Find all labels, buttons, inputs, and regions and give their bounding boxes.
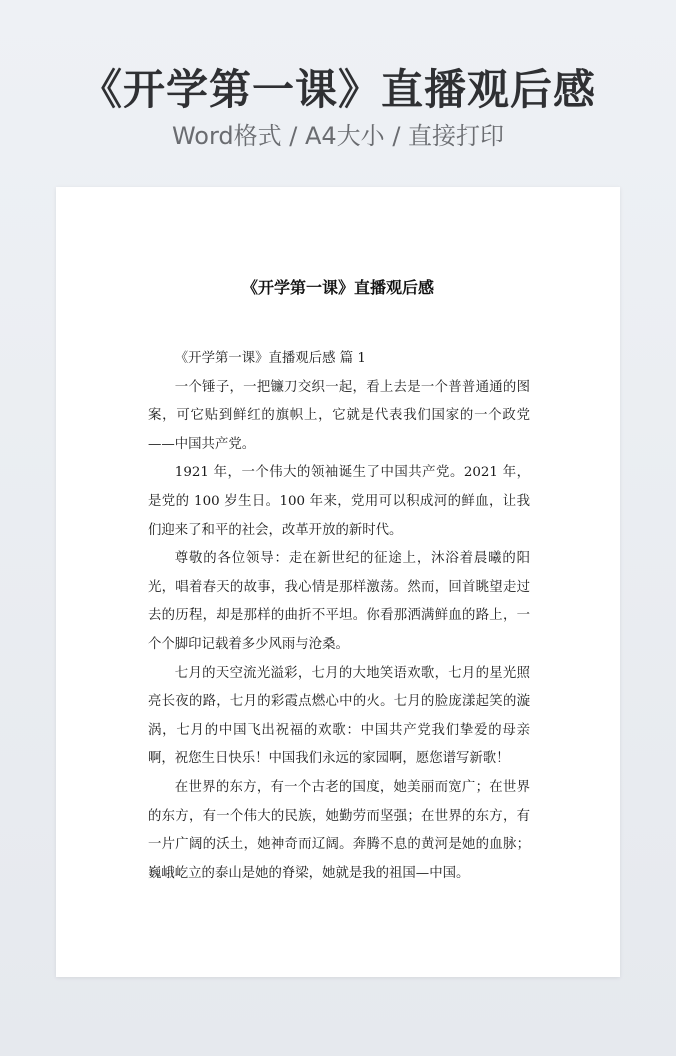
- banner-subtitle: Word格式 / A4大小 / 直接打印: [171, 122, 505, 150]
- document-body: [148, 345, 530, 888]
- paragraph: 在世界的东方，有一个古老的国度，她美丽而宽广；在世界的东方，有一个伟大的民族，她勤劳而坚强；在世界的东方，有一片广阔的沃土，她神奇而辽阔。奔腾不息的黄河是她的血脉；巍峨屹立的泰山是她的脊梁，她就是我的祖国—中国。: [148, 779, 530, 881]
- paragraph: 一个锤子，一把镰刀交织一起，看上去是一个普普通通的图案，可它贴到鲜红的旗帜上，它就是代表我们国家的一个政党——中国共产党。: [148, 379, 530, 452]
- paragraph: 尊敬的各位领导：走在新世纪的征途上，沐浴着晨曦的阳光，唱着春天的故事，我心情是那样激荡。然而，回首眺望走过去的历程，却是那样的曲折不平坦。你看那洒满鲜血的路上，一个个脚印记载着多少风雨与沧桑。: [148, 551, 530, 652]
- section-heading: 《开学第一课》直播观后感 篇 1: [174, 351, 366, 366]
- document-page: [56, 187, 620, 977]
- paragraph: 1921 年，一个伟大的领袖诞生了中国共产党。2021 年，是党的 100 岁生日。100 年来，党用可以积成河的鲜血，让我们迎来了和平的社会，改革开放的新时代。: [148, 465, 530, 538]
- document-title: 《开学第一课》直播观后感: [241, 278, 434, 297]
- banner-title: 《开学第一课》直播观后感: [79, 65, 596, 114]
- paragraph: 七月的天空流光溢彩，七月的大地笑语欢歌，七月的星光照亮长夜的路，七月的彩霞点燃心中的火。七月的脸庞漾起笑的漩涡，七月的中国飞出祝福的欢歌：中国共产党我们挚爱的母亲啊，祝您生日快乐！中国我们永远的家园啊，愿您谱写新歌！: [148, 665, 530, 767]
